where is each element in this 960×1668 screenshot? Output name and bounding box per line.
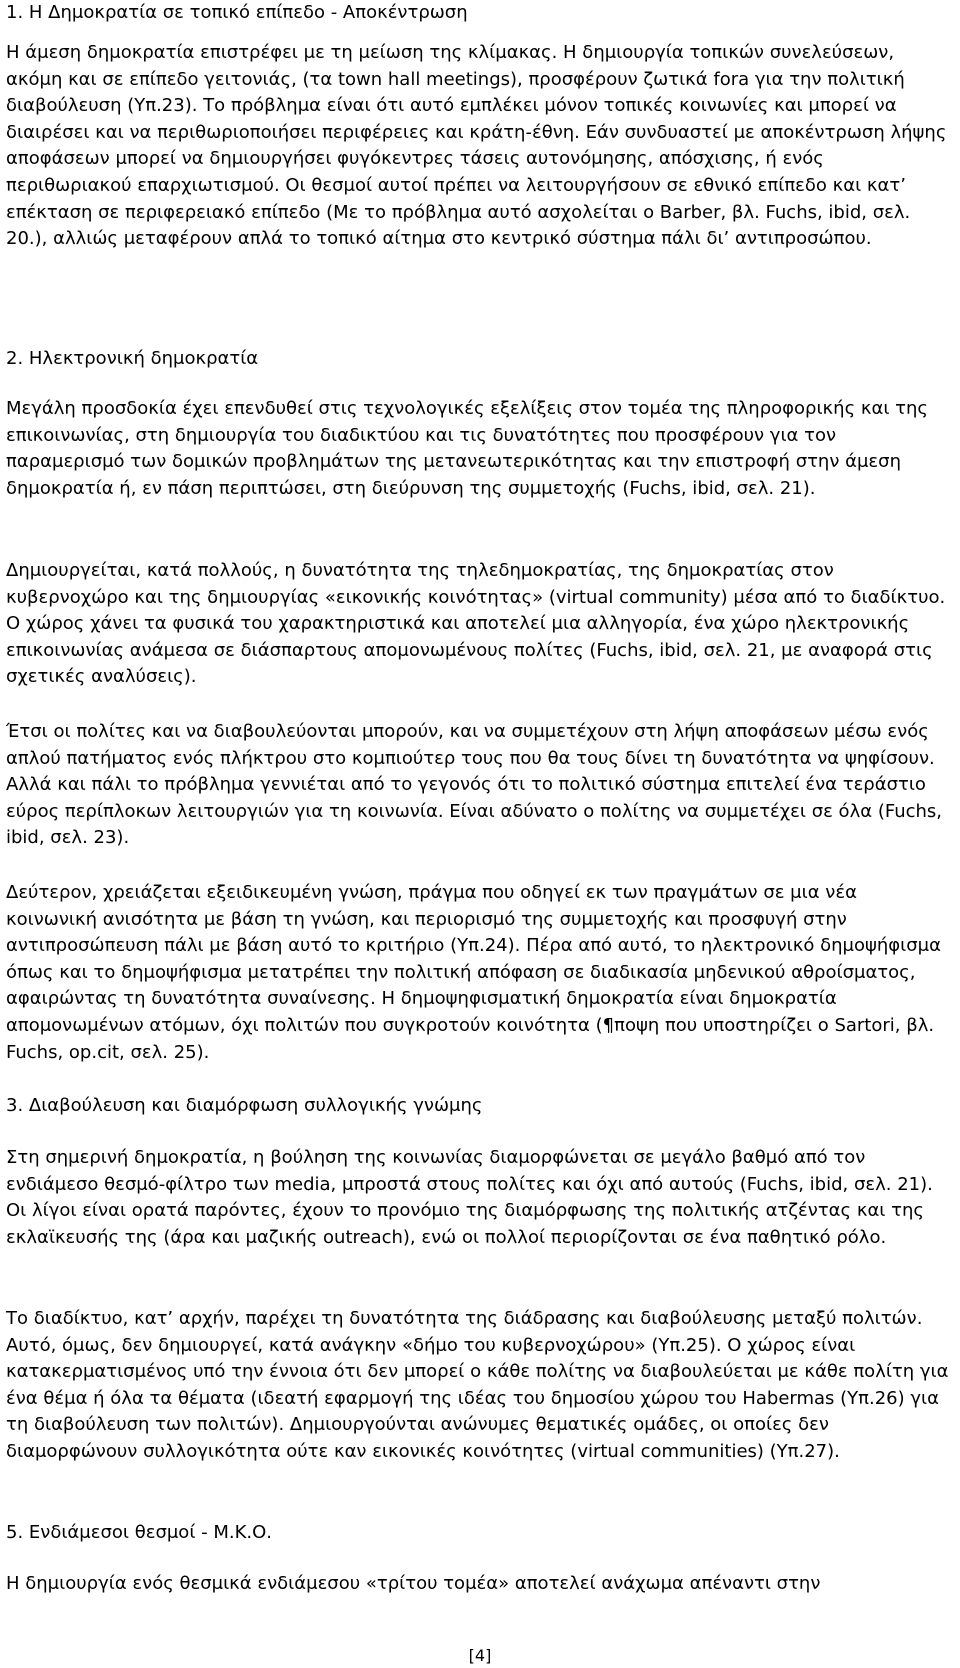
paragraph-teledemocracy: Δημιουργείται, κατά πολλούς, η δυνατότητα της τηλεδημοκρατίας, της δημοκρατίας στον κυβερνοχώρο και της δημιουργίας «εικονικής κοινότητας» (virtual community) μέσα από το διαδίκτυο. Ο χώρος χάνει τα φυσικά του χαρακτηριστικά και αποτελεί μια αλληγορία, ένα χώρο ηλεκτρονικής επικοινωνίας ανάμεσα σε διάσπαρτους απομονωμένους πολίτες (Fuchs, ibid, σελ. 21, με αναφορά στις σχετικές αναλύσεις). xyxy=(6,560,946,688)
paragraph-expectations: Μεγάλη προσδοκία έχει επενδυθεί στις τεχνολογικές εξελίξεις στον τομέα της πληροφορικής και της επικοινωνίας, στη δημιουργία του διαδικτύου και τις δυνατότητες που προσφέρουν για τον παραμερισμό των δομικών προβλημάτων της μετανεωτερικότητας και την επιστροφή στην άμεση δημοκρατία ή, εν πάση περιπτώσει, στη διεύρυνση της συμμετοχής (Fuchs, ibid, σελ. 21). xyxy=(6,398,928,499)
heading-intermediate-institutions: 5. Ενδιάμεσοι θεσμοί - Μ.Κ.Ο. xyxy=(6,1522,273,1543)
heading-decentralization: 1. Η Δημοκρατία σε τοπικό επίπεδο - Αποκέντρωση xyxy=(6,2,468,23)
paragraph-local-democracy: Η άμεση δημοκρατία επιστρέφει με τη μείωση της κλίμακας. Η δημιουργία τοπικών συνελεύσεων, ακόμη και σε επίπεδο γειτονιάς, (τα town hall meetings), προσφέρουν ζωτικά fora για την πολιτική διαβούλευση (Υπ.23). Το πρόβλημα είναι ότι αυτό εμπλέκει μόνον τοπικές κοινωνίες και μπορεί να διαιρέσει και να περιθωριοποιήσει περιφέρειες και κράτη-έθνη. Εάν συνδυαστεί με αποκέντρωση λήψης αποφάσεων μπορεί να δημιουργήσει φυγόκεντρες τάσεις αυτονόμησης, απόσχισης, ή ενός περιθωριακού επαρχιωτισμού. Οι θεσμοί αυτοί πρέπει να λειτουργήσουν σε εθνικό επίπεδο και κατ’ επέκταση σε περιφερειακό επίπεδο (Με το πρόβλημα αυτό ασχολείται ο Barber, βλ. Fuchs, ibid, σελ. 20.), αλλιώς μεταφέρουν απλά το τοπικό αίτημα στο κεντρικό σύστημα πάλι δι’ αντιπροσώπου. xyxy=(6,42,947,250)
paragraph-internet: Το διαδίκτυο, κατ’ αρχήν, παρέχει τη δυνατότητα της διάδρασης και διαβούλευσης μεταξύ πολιτών. Αυτό, όμως, δεν δημιουργεί, κατά ανάγκην «δήμο του κυβερνοχώρου» (Υπ.25). Ο χώρος είναι κατακερματισμένος υπό την έννοια ότι δεν μπορεί ο κάθε πολίτης να διαβουλεύεται με κάθε πολίτη για ένα θέμα ή όλα τα θέματα (ιδεατή εφαρμογή της ιδέας του δημοσίου χώρου του Habermas (Υπ.26) για τη διαβούλευση των πολιτών). Δημιουργούνται ανώνυμες θεματικές ομάδες, οι οποίες δεν διαμορφώνουν συλλογικότητα ούτε καν εικονικές κοινότητες (virtual communities) (Υπ.27). xyxy=(6,1308,949,1462)
paragraph-third-sector: Η δημιουργία ενός θεσμικά ενδιάμεσου «τρίτου τομέα» αποτελεί ανάχωμα απέναντι στην xyxy=(6,1573,821,1594)
heading-e-democracy: 2. Ηλεκτρονική δημοκρατία xyxy=(6,348,259,369)
paragraph-citizens-vote: Έτσι οι πολίτες και να διαβουλεύονται μπορούν, και να συμμετέχουν στη λήψη αποφάσεων μέσω ενός απλού πατήματος ενός πλήκτρου στο κομπιούτερ τους που θα τους δίνει τη δυνατότητα να ψηφίσουν. Αλλά και πάλι το πρόβλημα γεννιέται από το γεγονός ότι το πολιτικό σύστημα επιτελεί ένα τεράστιο εύρος περίπλοκων λειτουργιών για τη κοινωνία. Είναι αδύνατο ο πολίτης να συμμετέχει σε όλα (Fuchs, ibid, σελ. 23). xyxy=(6,721,943,849)
paragraph-media: Στη σημερινή δημοκρατία, η βούληση της κοινωνίας διαμορφώνεται σε μεγάλο βαθμό από τον ενδιάμεσο θεσμό-φίλτρο των media, μπροστά στους πολίτες και όχι από αυτούς (Fuchs, ibid, σελ. 21). Οι λίγοι είναι ορατά παρόντες, έχουν το προνόμιο της διαμόρφωσης της πολιτικής ατζέντας και της εκλαϊκευσής της (άρα και μαζικής outreach), ενώ οι πολλοί περιορίζονται σε ένα παθητικό ρόλο. xyxy=(6,1147,933,1248)
heading-deliberation: 3. Διαβούλευση και διαμόρφωση συλλογικής γνώμης xyxy=(6,1095,483,1116)
page-number: [4] xyxy=(468,1646,492,1665)
paragraph-knowledge: Δεύτερον, χρειάζεται εξειδικευμένη γνώση, πράγμα που οδηγεί εκ των πραγμάτων σε μια νέα κοινωνική ανισότητα με βάση τη γνώση, και περιορισμό της συμμετοχής και προσφυγή στην αντιπροσώπευση πάλι με βάση αυτό το κριτήριο (Υπ.24). Πέρα από αυτό, το ηλεκτρονικό δημοψήφισμα όπως και το δημοψήφισμα μετατρέπει την πολιτική απόφαση σε διαδικασία μηδενικού αθροίσματος, αφαιρώντας τη δυνατότητα συναίνεσης. Η δημοψηφισματική δημοκρατία είναι δημοκρατία απομονωμένων ατόμων, όχι πολιτών που συγκροτούν κοινότητα (¶ποψη που υποστηρίζει ο Sartori, βλ. Fuchs, op.cit, σελ. 25). xyxy=(6,882,941,1063)
